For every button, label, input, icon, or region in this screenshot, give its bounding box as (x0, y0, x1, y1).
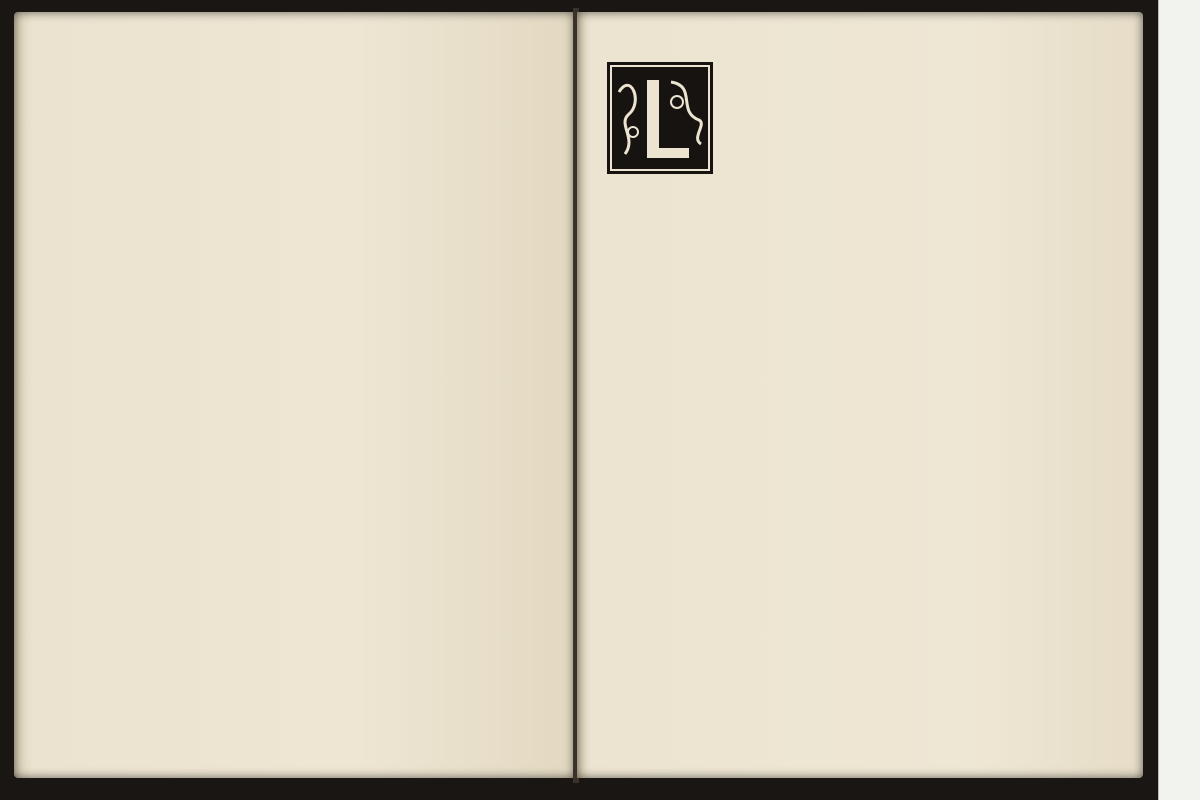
music-staff (577, 208, 1143, 258)
music-staff (14, 218, 574, 268)
music-staff (577, 128, 1143, 178)
music-staff (577, 288, 1143, 338)
right-page (577, 12, 1143, 778)
empty-music-staff (577, 518, 1143, 568)
music-staff (14, 64, 574, 114)
music-staff (14, 448, 574, 498)
left-page (14, 12, 574, 778)
empty-music-staff (14, 606, 574, 656)
music-staff (14, 370, 574, 420)
music-staff (14, 294, 574, 344)
music-staff (14, 140, 574, 190)
music-staff (14, 524, 574, 574)
music-staff (577, 52, 1143, 102)
music-staff (577, 364, 1143, 414)
music-staff (577, 442, 1143, 492)
empty-music-staff (577, 594, 1143, 644)
measurement-ruler (1158, 0, 1200, 800)
